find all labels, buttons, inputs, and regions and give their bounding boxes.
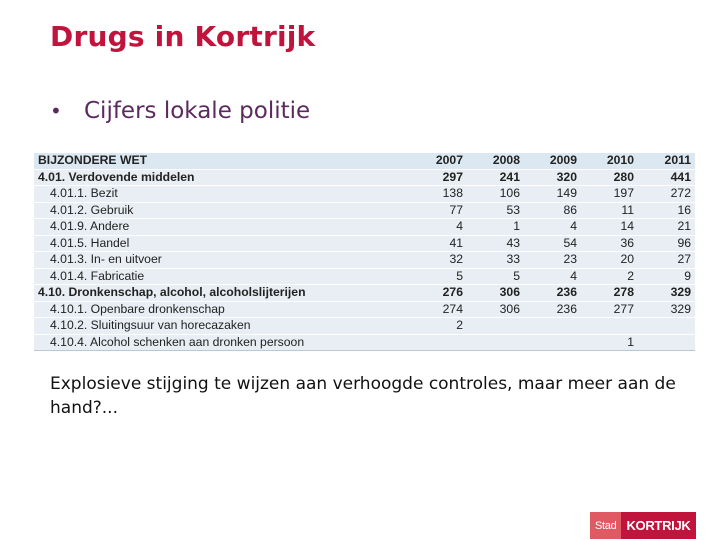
table-cell: 5 — [410, 268, 467, 285]
table-header-cell: BIJZONDERE WET — [34, 153, 410, 169]
table-cell: 441 — [638, 169, 695, 186]
table-cell: 1 — [581, 334, 638, 351]
table-cell — [581, 318, 638, 335]
table-row — [34, 235, 695, 252]
table-cell: 277 — [581, 301, 638, 318]
table-cell: 272 — [638, 186, 695, 203]
table-row — [34, 334, 695, 351]
table-cell: 197 — [581, 186, 638, 203]
table-cell: 14 — [581, 219, 638, 236]
table-cell: 306 — [467, 301, 524, 318]
table-header-cell: 2009 — [524, 153, 581, 169]
row-label: 4.01.1. Bezit — [34, 186, 410, 203]
table-cell: 9 — [638, 268, 695, 285]
table-cell: 5 — [467, 268, 524, 285]
table-row — [34, 318, 695, 335]
table-cell — [638, 318, 695, 335]
row-label: 4.10. Dronkenschap, alcohol, alcoholslijterijen — [34, 285, 410, 302]
table-cell: 43 — [467, 235, 524, 252]
table-cell: 280 — [581, 169, 638, 186]
table-cell: 241 — [467, 169, 524, 186]
table-cell: 32 — [410, 252, 467, 269]
table-row — [34, 301, 695, 318]
table-cell — [524, 318, 581, 335]
table-cell: 274 — [410, 301, 467, 318]
table-cell: 41 — [410, 235, 467, 252]
table-cell: 278 — [581, 285, 638, 302]
table-row — [34, 252, 695, 269]
table-row — [34, 219, 695, 236]
bullet-text: Cijfers lokale politie — [84, 98, 311, 124]
bullet-item — [50, 98, 310, 124]
row-label: 4.10.1. Openbare dronkenschap — [34, 301, 410, 318]
table-header-cell: 2010 — [581, 153, 638, 169]
statistics-table — [34, 153, 695, 351]
table-cell: 53 — [467, 202, 524, 219]
table-cell: 11 — [581, 202, 638, 219]
table-cell — [467, 334, 524, 351]
table-cell: 77 — [410, 202, 467, 219]
table-cell: 27 — [638, 252, 695, 269]
table-cell: 4 — [524, 219, 581, 236]
table-cell: 329 — [638, 301, 695, 318]
table-cell: 2 — [410, 318, 467, 335]
table-cell: 138 — [410, 186, 467, 203]
row-label: 4.10.4. Alcohol schenken aan dronken persoon — [34, 334, 410, 351]
table-header-cell: 2007 — [410, 153, 467, 169]
table-cell — [410, 334, 467, 351]
table-cell: 4 — [410, 219, 467, 236]
table-cell: 106 — [467, 186, 524, 203]
table-row — [34, 202, 695, 219]
table-cell: 36 — [581, 235, 638, 252]
table-header-row — [34, 153, 695, 169]
table-cell — [467, 318, 524, 335]
kortrijk-logo — [590, 512, 696, 539]
table-cell: 276 — [410, 285, 467, 302]
row-label: 4.01. Verdovende middelen — [34, 169, 410, 186]
table-cell — [638, 334, 695, 351]
table-row — [34, 285, 695, 302]
table-cell: 306 — [467, 285, 524, 302]
bullet-icon: • — [50, 99, 62, 123]
table-cell: 236 — [524, 301, 581, 318]
row-label: 4.01.5. Handel — [34, 235, 410, 252]
slide-title: Drugs in Kortrijk — [50, 20, 316, 53]
table-cell: 86 — [524, 202, 581, 219]
table-cell: 236 — [524, 285, 581, 302]
table-cell: 54 — [524, 235, 581, 252]
table-cell: 21 — [638, 219, 695, 236]
table-cell — [524, 334, 581, 351]
table-row — [34, 186, 695, 203]
table-header-cell: 2011 — [638, 153, 695, 169]
row-label: 4.01.4. Fabricatie — [34, 268, 410, 285]
table-cell: 320 — [524, 169, 581, 186]
table-row — [34, 169, 695, 186]
table-cell: 297 — [410, 169, 467, 186]
table-cell: 4 — [524, 268, 581, 285]
row-label: 4.10.2. Sluitingsuur van horecazaken — [34, 318, 410, 335]
table-header-cell: 2008 — [467, 153, 524, 169]
table-cell: 1 — [467, 219, 524, 236]
row-label: 4.01.3. In- en uitvoer — [34, 252, 410, 269]
table-cell: 2 — [581, 268, 638, 285]
table-cell: 33 — [467, 252, 524, 269]
table-row — [34, 268, 695, 285]
row-label: 4.01.9. Andere — [34, 219, 410, 236]
caption-text: Explosieve stijging te wijzen aan verhoogde controles, maar meer aan de hand?... — [50, 374, 676, 418]
table-cell: 23 — [524, 252, 581, 269]
table-cell: 329 — [638, 285, 695, 302]
table-cell: 16 — [638, 202, 695, 219]
row-label: 4.01.2. Gebruik — [34, 202, 410, 219]
table-cell: 20 — [581, 252, 638, 269]
table-body — [34, 169, 695, 351]
logo-stad-label: Stad — [590, 512, 621, 539]
table-cell: 149 — [524, 186, 581, 203]
logo-city-label: KORTRIJK — [621, 512, 695, 539]
table-cell: 96 — [638, 235, 695, 252]
